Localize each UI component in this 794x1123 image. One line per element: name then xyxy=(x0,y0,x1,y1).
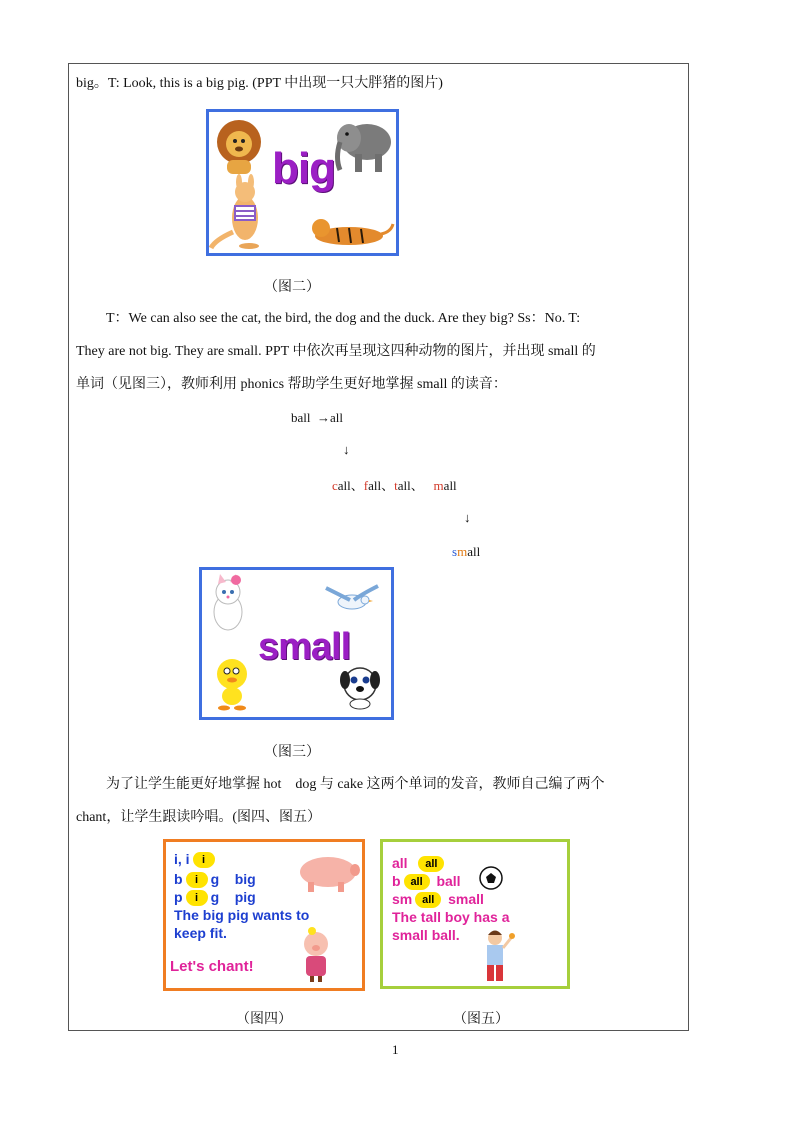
separator: 、 xyxy=(350,478,364,493)
fig5-text: small xyxy=(448,891,484,907)
boy-ball-illustration xyxy=(383,842,567,986)
figure-3-small-slide xyxy=(199,567,394,720)
letter-f: f xyxy=(363,478,369,493)
letter-t: t xyxy=(394,478,398,493)
phonics-family-row xyxy=(332,476,457,496)
fig5-line-5: small ball. xyxy=(392,927,460,943)
arrow-down-icon: ↓ xyxy=(343,442,350,457)
phonics-ball-row xyxy=(291,408,343,428)
fig4-text: g xyxy=(210,889,220,905)
letter-c: c xyxy=(332,478,338,493)
fig4-line-4: The big pig wants to xyxy=(174,907,310,923)
kangaroo-icon xyxy=(211,174,259,249)
pig-illustration xyxy=(166,842,362,988)
letter-s: s xyxy=(452,544,458,559)
duck-icon xyxy=(217,659,247,711)
letter-m: m xyxy=(457,544,468,559)
heart-icon: i xyxy=(193,852,215,868)
small-rest: all xyxy=(467,544,481,559)
separator: 、 xyxy=(410,478,424,493)
fig4-text: g xyxy=(210,871,220,887)
fig5-line-4: The tall boy has a xyxy=(392,909,510,925)
tall-rest: all xyxy=(397,478,411,493)
fig5-text: sm xyxy=(392,891,413,907)
paragraph-1-line-1: T：We can also see the cat, the bird, the dog and the duck. Are they big? Ss：No. T: xyxy=(106,311,581,326)
caption-figure-2: （图二） xyxy=(264,280,320,295)
fig4-text: b xyxy=(174,871,183,887)
fig4-text: p xyxy=(174,889,183,905)
caption-figure-4: （图四） xyxy=(236,1012,292,1027)
phonics-all: all xyxy=(330,410,343,425)
figure-2-big-slide xyxy=(206,109,399,256)
fig4-text: pig xyxy=(234,889,256,905)
lets-chant-label: Let's chant! xyxy=(170,958,254,975)
paragraph-2-line-1: 为了让学生能更好地掌握 hot dog 与 cake 这两个单词的发音，教师自己编了两个 xyxy=(106,777,605,792)
phonics-ball: ball xyxy=(291,410,311,425)
heart-icon: all xyxy=(404,874,430,890)
arrow-right-icon: → xyxy=(317,410,330,425)
heart-icon: i xyxy=(186,872,208,888)
tiger-icon xyxy=(312,219,393,245)
dog-icon xyxy=(340,668,380,709)
girl-pig-icon xyxy=(304,927,328,982)
arrow-down-icon: ↓ xyxy=(464,510,471,525)
soccer-ball-icon xyxy=(480,867,502,889)
heart-icon: i xyxy=(186,890,208,906)
fig4-text: big xyxy=(234,871,256,887)
paragraph-1-line-2: They are not big. They are small. PPT 中依次再呈现这四种动物的图片，并出现 small 的 xyxy=(76,344,596,359)
caption-figure-5: （图五） xyxy=(453,1012,509,1027)
boy-icon xyxy=(487,931,515,982)
figure-5-chant-slide xyxy=(380,839,570,989)
call-rest: all xyxy=(337,478,351,493)
fig3-word: small xyxy=(258,626,351,668)
heart-icon: all xyxy=(415,892,441,908)
separator: 、 xyxy=(381,478,395,493)
cat-icon xyxy=(214,574,242,630)
intro-line: big。T: Look, this is a big pig. (PPT 中出现一只大胖猪的图片) xyxy=(76,76,443,91)
fig4-text: i, i xyxy=(174,851,190,867)
phonics-small-row xyxy=(452,542,480,562)
figure-4-chant-slide xyxy=(163,839,365,991)
fig5-text: ball xyxy=(436,873,461,889)
fall-rest: all xyxy=(368,478,382,493)
fig5-text: b xyxy=(392,873,401,889)
lion-icon xyxy=(217,120,261,174)
bird-icon xyxy=(326,586,378,609)
elephant-icon xyxy=(337,124,391,172)
pig-icon xyxy=(300,857,360,892)
paragraph-2-line-2: chant，让学生跟读吟唱。(图四、图五） xyxy=(76,810,321,825)
fig4-line-5: keep fit. xyxy=(174,925,227,941)
fig2-word: big xyxy=(272,144,335,193)
paragraph-1-line-3: 单词（见图三），教师利用 phonics 帮助学生更好地掌握 small 的读音： xyxy=(76,377,507,392)
heart-icon: all xyxy=(418,856,444,872)
fig5-text: all xyxy=(392,855,408,871)
letter-m: m xyxy=(433,478,444,493)
caption-figure-3: （图三） xyxy=(264,745,320,760)
page-number: 1 xyxy=(392,1042,399,1057)
mall-rest: all xyxy=(443,478,457,493)
